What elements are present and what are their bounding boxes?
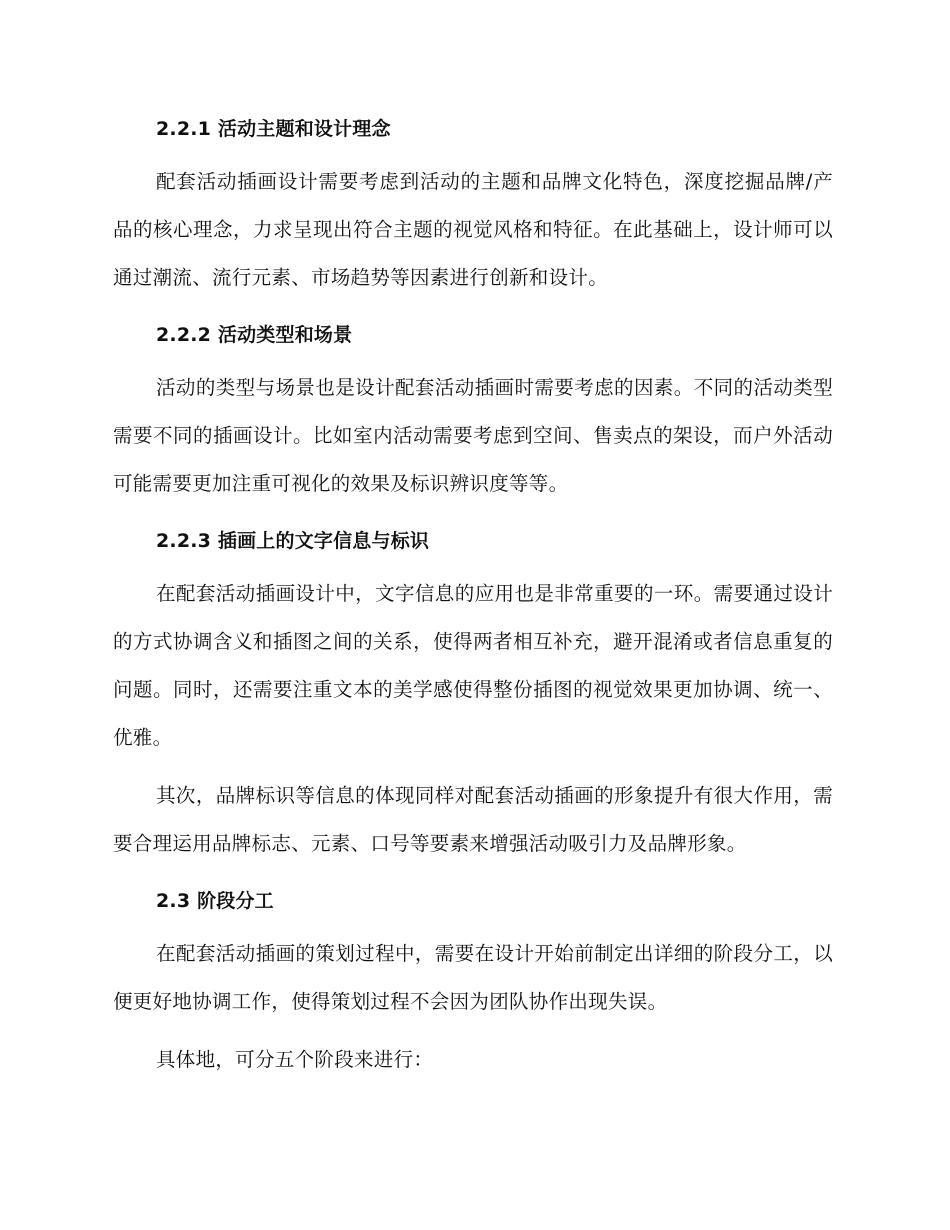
paragraph-brand-identity: 其次，品牌标识等信息的体现同样对配套活动插画的形象提升有很大作用，需要合理运用品牌标志、元素、口号等要素来增强活动吸引力及品牌形象。 [113,784,833,855]
paragraph-stage-division: 在配套活动插画的策划过程中，需要在设计开始前制定出详细的阶段分工，以便更好地协调工作，使得策划过程不会因为团队协作出现失误。 [113,942,833,1013]
section-heading-2-2-3: 2.2.3 插画上的文字信息与标识 [156,530,430,552]
document-body [113,110,833,1084]
paragraph-theme-concept: 配套活动插画设计需要考虑到活动的主题和品牌文化特色，深度挖掘品牌/产品的核心理念，力求呈现出符合主题的视觉风格和特征。在此基础上，设计师可以通过潮流、流行元素、市场趋势等因素进行创新和设计。 [113,170,833,289]
paragraph-activity-types: 活动的类型与场景也是设计配套活动插画时需要考虑的因素。不同的活动类型需要不同的插画设计。比如室内活动需要考虑到空间、售卖点的架设，而户外活动可能需要更加注重可视化的效果及标识辨识度等等。 [113,376,833,495]
section-heading-2-2-1: 2.2.1 活动主题和设计理念 [156,118,391,140]
section-heading-2-2-2: 2.2.2 活动类型和场景 [156,324,353,346]
section-heading-2-3: 2.3 阶段分工 [156,890,274,912]
paragraph-five-stages: 具体地，可分五个阶段来进行： [156,1048,434,1071]
paragraph-text-info: 在配套活动插画设计中，文字信息的应用也是非常重要的一环。需要通过设计的方式协调含义和插图之间的关系，使得两者相互补充，避开混淆或者信息重复的问题。同时，还需要注重文本的美学感使得整份插图的视觉效果更加协调、统一、优雅。 [113,582,833,749]
